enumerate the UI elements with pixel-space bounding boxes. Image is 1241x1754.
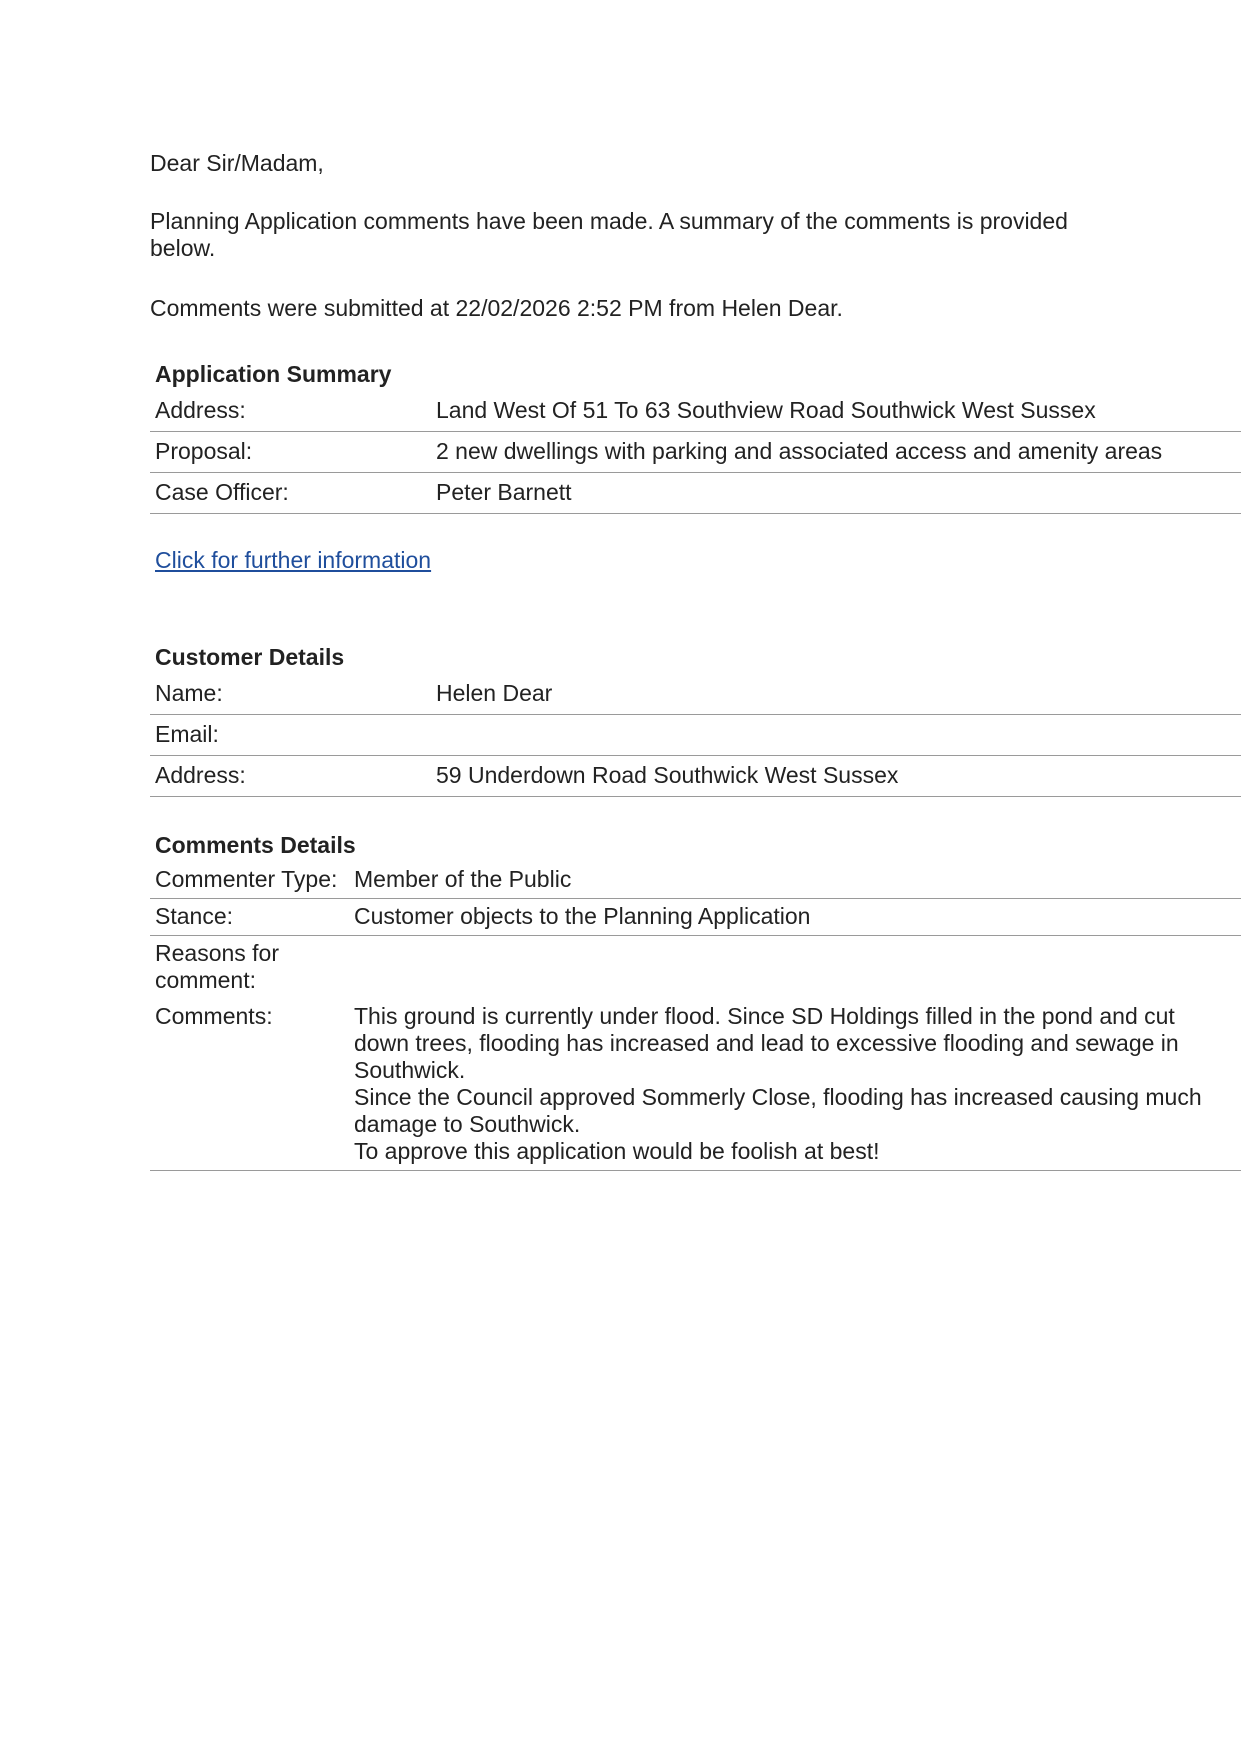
stance-label: Stance: [150, 899, 349, 936]
comments-value [349, 999, 1241, 1171]
reasons-label: Reasons for comment: [155, 940, 280, 993]
customer-details-section [150, 640, 1241, 797]
table-row [150, 936, 1241, 1000]
address-label: Address: [150, 391, 431, 432]
proposal-label: Proposal: [150, 432, 431, 473]
name-value: Helen Dear [431, 674, 1241, 715]
comments-details-title: Comments Details [155, 832, 356, 858]
greeting: Dear Sir/Madam, [150, 150, 324, 176]
table-row [150, 999, 1241, 1171]
comment-line: Since the Council approved Sommerly Close, flooding has increased causing much damage to Southwick. [354, 1084, 1202, 1137]
commenter-type-value: Member of the Public [349, 862, 1241, 899]
case-officer-label: Case Officer: [150, 473, 431, 514]
further-information-link[interactable]: Click for further information [155, 547, 432, 573]
comments-details-table [150, 862, 1241, 1171]
application-summary-title: Application Summary [155, 361, 392, 387]
address-value: Land West Of 51 To 63 Southview Road Southwick West Sussex [431, 391, 1241, 432]
comments-details-section [150, 828, 1241, 1171]
table-row [150, 715, 1241, 756]
customer-details-title: Customer Details [155, 644, 345, 670]
table-row [150, 391, 1241, 432]
name-label: Name: [150, 674, 431, 715]
table-row [150, 432, 1241, 473]
application-summary-section [150, 357, 1241, 514]
table-row [150, 473, 1241, 514]
table-row [150, 899, 1241, 936]
table-row [150, 756, 1241, 797]
email-value [431, 715, 1241, 756]
application-summary-table [150, 391, 1241, 514]
customer-details-table [150, 674, 1241, 797]
commenter-type-label: Commenter Type: [150, 862, 349, 899]
reasons-value [349, 936, 1241, 1000]
case-officer-value: Peter Barnett [431, 473, 1241, 514]
submission-info: Comments were submitted at 22/02/2026 2:52 PM from Helen Dear. [150, 295, 843, 321]
email-label: Email: [150, 715, 431, 756]
customer-address-value: 59 Underdown Road Southwick West Sussex [431, 756, 1241, 797]
comments-label: Comments: [150, 999, 349, 1171]
table-row [150, 862, 1241, 899]
comment-line: To approve this application would be foolish at best! [354, 1138, 880, 1164]
intro-text: Planning Application comments have been made. A summary of the comments is provided below. [150, 208, 1068, 261]
comment-line: This ground is currently under flood. Since SD Holdings filled in the pond and cut down trees, flooding has increased and lead to excessive flooding and sewage in Southwick. [354, 1003, 1179, 1083]
customer-address-label: Address: [150, 756, 431, 797]
table-row [150, 674, 1241, 715]
stance-value: Customer objects to the Planning Application [349, 899, 1241, 936]
proposal-value: 2 new dwellings with parking and associated access and amenity areas [431, 432, 1241, 473]
